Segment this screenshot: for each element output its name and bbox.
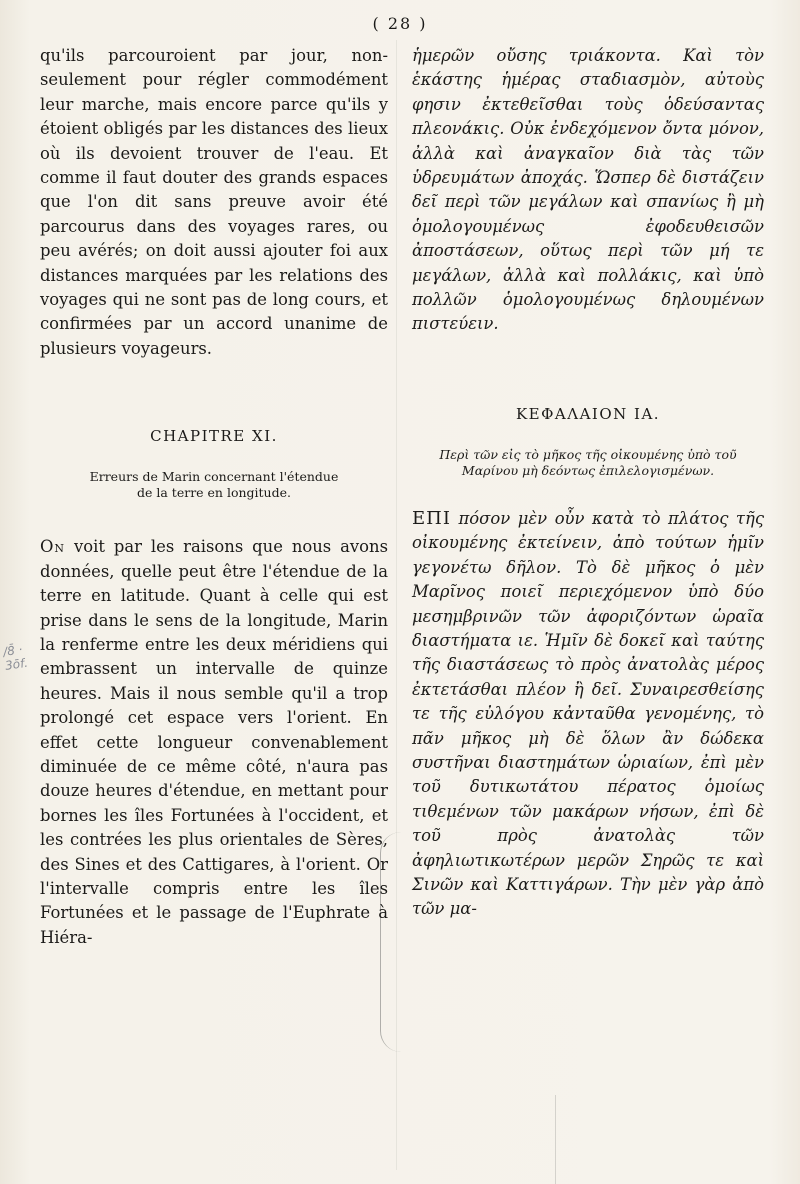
page-bleed-line bbox=[555, 1095, 556, 1184]
greek-intro-paragraph: ἡμερῶν οὔσης τριάκοντα. Καὶ τὸν ἑκάστης ἡμέρας σταδιασμὸν, αὐτοὺς φησιν ἐκτεθεῖσθαι τοὺς ὁδεύσαντας πλεονάκις. Οὐκ ἐνδεχόμενον ὄντα μόνον, ἀλλὰ καὶ ἀναγκαῖον διὰ τὰς τῶν ὑδρευμάτων ἀποχάς. Ὥσπερ δὲ διστάζειν δεῖ περὶ τῶν μεγάλων καὶ σπανίως ἢ μὴ ὁμολογουμένως ἐφοδευθεισῶν ἀποστάσεων, οὕτως περὶ τῶν μή τε μεγάλων, ἀλλὰ καὶ πολλάκις, καὶ ὑπὸ πολλῶν ὁμολογουμένως δηλουμένων πιστεύειν. bbox=[412, 46, 764, 334]
french-body-text: voit par les raisons que nous avons données, quelle peut être l'étendue de la terre en latitude. Quant à celle qui est prise dans le sens de la longitude, Marin la renferme entre les deux méridiens qui embrassent un intervalle de quinze heures. Mais il nous semble qu'il a trop prolongé cet espace vers l'orient. En effet cette longueur convenablement diminuée de ce même côté, n'aura pas douze heures d'étendue, en mettant pour bornes les îles Fortunées à l'occident, et les contrées les plus orientales de Sères, des Sines et des Cattigares, à l'orient. Or l'intervalle compris entre les îles Fortunées et le passage de l'Euphrate à Hiéra- bbox=[40, 537, 388, 947]
greek-body-text: πόσον μὲν οὖν κατὰ τὸ πλάτος τῆς οἰκουμένης ἐκτείνειν, ἀπὸ τούτων ἡμῖν γεγονέτω δῆλον. Τὸ δὲ μῆκος ὁ μὲν Μαρῖνος ποιεῖ περιεχόμενον ὑπὸ δύο μεσημβρινῶν τῶν ἀφοριζόντων ὡραῖα διαστήματα ιε. Ἡμῖν δὲ δοκεῖ καὶ ταύτης τῆς διαστάσεως τὸ πρὸς ἀνατολὰς μέρος ἐκτετάσθαι πλέον ἢ δεῖ. Συναιρεσθείσης τε τῆς εὐλόγου κἀνταῦθα γενομένης, τὸ πᾶν μῆκος μὴ δὲ ὅλων ἂν δώδεκα συστῆναι διαστημάτων ὡριαίων, ἐπὶ μὲν τοῦ δυτικωτάτου πέρατος ὁμοίως τιθεμένων τῶν μακάρων νήσων, ἐπὶ δὲ τοῦ πρὸς ἀνατολὰς τῶν ἀφηλιωτικωτέρων μερῶν Σηρῶς τε καὶ Σινῶν καὶ Καττιγάρων. Τὴν μὲν γὰρ ἀπὸ τῶν μα- bbox=[412, 508, 764, 919]
greek-dropcap: ΕΠΙ bbox=[412, 507, 451, 529]
greek-chapter-title: ΚΕΦΑΛΑΙΟΝ ΙΑ. bbox=[515, 404, 661, 423]
french-dropcap: On bbox=[40, 537, 66, 557]
french-chapter-paragraph bbox=[40, 535, 388, 950]
page-number: ( 28 ) bbox=[372, 14, 428, 33]
french-column bbox=[40, 44, 388, 950]
french-intro-paragraph: qu'ils parcouroient par jour, non-seulement pour régler commodément leur marche, mais encore parce qu'ils y étoient obligés par les distances des lieux où ils devoient trouver de l'eau. Et comme il faut douter des grands espaces que l'on dit sans preuve avoir été parcourus dans des voyages rares, ou peu avérés; on doit aussi ajouter foi aux distances marquées par les relations des voyages qui ne sont pas de long cours, et confirmées par un accord unanime de plusieurs voyageurs. bbox=[40, 46, 388, 358]
french-chapter-subtitle: Erreurs de Marin concernant l'étendue de la terre en longitude. bbox=[89, 469, 339, 501]
french-chapter-title: CHAPITRE XI. bbox=[150, 427, 278, 446]
greek-chapter-subtitle: Περὶ τῶν εἰς τὸ μῆκος τῆς οἰκουμένης ὑπὸ τοῦ Μαρίνου μὴ δεόντως ἐπιλελογισμένων. bbox=[439, 446, 737, 478]
greek-column bbox=[412, 44, 764, 922]
greek-chapter-paragraph bbox=[412, 507, 764, 922]
handwritten-margin-note: /8̄ · 3ōf. bbox=[2, 642, 29, 673]
